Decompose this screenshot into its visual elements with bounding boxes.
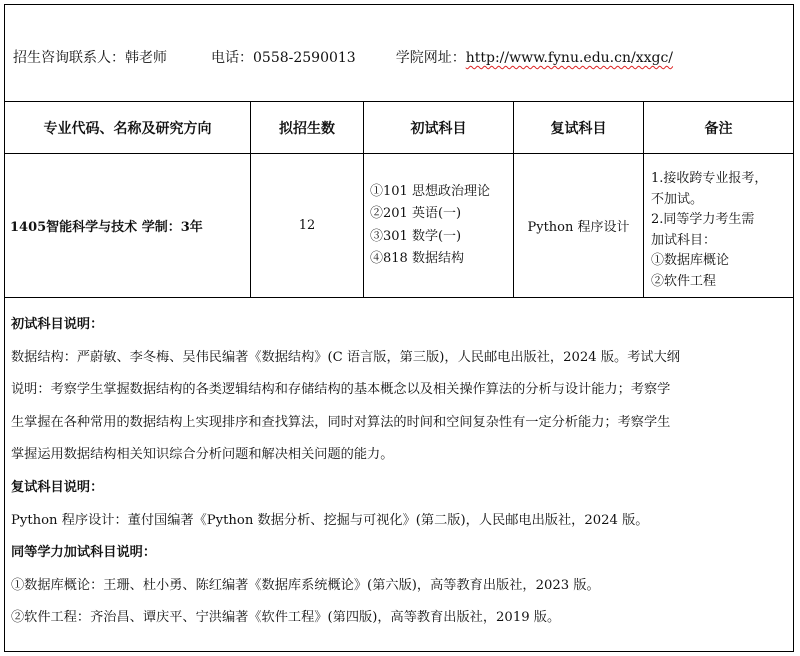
website-link[interactable]: http://www.fynu.edu.cn/xxgc/	[465, 50, 674, 66]
major-name: 1405智能科学与技术 学制：3年	[10, 220, 203, 235]
note-line: 不加试。	[651, 191, 704, 207]
phone-label: 电话：	[211, 50, 253, 66]
exam-subject: ③301 数学(一)	[370, 228, 462, 244]
exam-subject: ②201 英语(一)	[370, 206, 462, 221]
website-label: 学院网址：	[395, 50, 466, 66]
exam-explanation-line: 掌握运用数据结构相关知识综合分析问题和解决相关问题的能力。	[11, 447, 394, 463]
retest-subject: Python 程序设计	[527, 220, 630, 235]
row-divider	[5, 297, 793, 298]
note-line: 2.同等学力考生需	[651, 212, 755, 227]
cell-exam-subjects	[364, 154, 514, 297]
exam-subject: ①101 思想政治理论	[370, 183, 490, 199]
equiv-explanation-line: ②软件工程：齐治昌、谭庆平、宁洪编著《软件工程》(第四版)，高等教育出版社，2019 版。	[11, 610, 561, 626]
admission-info-table	[4, 4, 794, 652]
explanations	[11, 309, 791, 635]
exam-subject: ④818 数据结构	[370, 251, 464, 266]
contact-person: 韩老师	[125, 50, 167, 66]
note-line: ②软件工程	[651, 273, 717, 289]
exam-explanation-line: 生掌握在各种常用的数据结构上实现排序和查找算法，同时对算法的时间和空间复杂性有一定分析能力；考察学生	[11, 414, 671, 430]
exam-explanation-line: 说明：考察学生掌握数据结构的各类逻辑结构和存储结构的基本概念以及相关操作算法的分析与设计能力；考察学	[11, 382, 671, 398]
exam-explanation-title: 初试科目说明：	[11, 317, 104, 332]
note-line: 加试科目：	[651, 232, 717, 248]
cell-retest-subject	[514, 154, 644, 297]
quota-value: 12	[298, 218, 316, 233]
header-exam: 初试科目	[364, 102, 514, 154]
header-major: 专业代码、名称及研究方向	[5, 102, 251, 154]
contact-line	[13, 47, 673, 67]
equiv-explanation-title: 同等学力加试科目说明：	[11, 545, 157, 561]
note-line: ①数据库概论	[651, 253, 730, 268]
contact-person-label: 招生咨询联系人：	[13, 50, 125, 66]
header-retest: 复试科目	[514, 102, 644, 154]
retest-explanation-line: Python 程序设计：董付国编著《Python 数据分析、挖掘与可视化》(第二版)，人民邮电出版社，2024 版。	[11, 512, 649, 528]
cell-quota	[251, 154, 364, 297]
cell-major	[5, 154, 251, 297]
cell-notes	[644, 154, 793, 297]
retest-explanation-title: 复试科目说明：	[11, 479, 104, 495]
note-line: 1.接收跨专业报考，	[651, 171, 768, 186]
header-notes: 备注	[644, 102, 793, 154]
equiv-explanation-line: ①数据库概论：王珊、杜小勇、陈红编著《数据库系统概论》(第六版)，高等教育出版社，2023 版。	[11, 577, 600, 593]
contact-row	[5, 5, 793, 102]
header-quota: 拟招生数	[251, 102, 364, 154]
exam-explanation-line: 数据结构：严蔚敏、李冬梅、吴伟民编著《数据结构》(C 语言版，第三版)，人民邮电出版社，2024 版。考试大纲	[11, 349, 680, 365]
phone-number: 0558-2590013	[253, 50, 356, 66]
